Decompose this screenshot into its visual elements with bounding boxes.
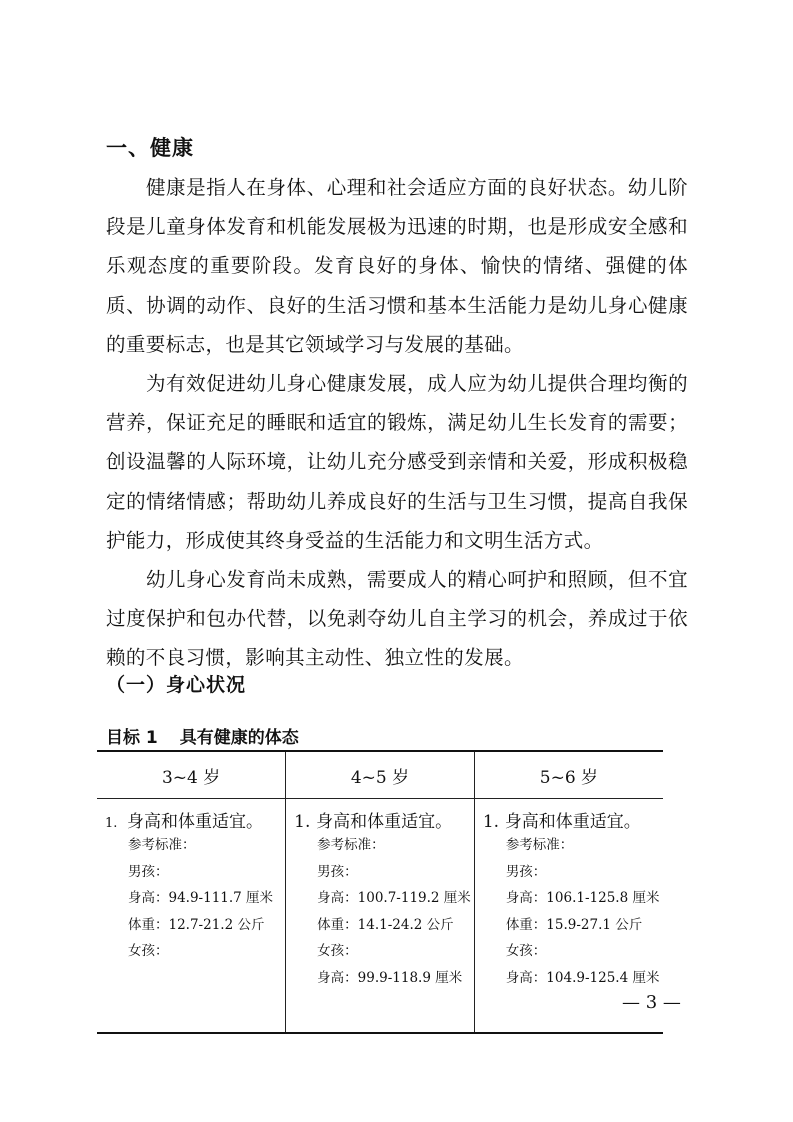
- table-header-row: [97, 751, 663, 799]
- item-number: 1.: [105, 816, 118, 831]
- age-header-4-5: 4~5 岁: [286, 751, 475, 799]
- detail-line: 女孩：: [505, 943, 547, 959]
- detail-line: 女孩：: [128, 943, 169, 959]
- section-title: 一、健康: [106, 136, 194, 160]
- goal-table: [97, 750, 663, 1034]
- paragraph: 为有效促进幼儿身心健康发展，成人应为幼儿提供合理均衡的营养，保证充足的睡眠和适宜的锻炼，满足幼儿生长发育的需要；创设温馨的人际环境，让幼儿充分感受到亲情和关爱，形成积极稳定的情绪情感；帮助幼儿养成良好的生活与卫生习惯，提高自我保护能力，形成使其终身受益的生活能力和文明生活方式。: [106, 372, 688, 552]
- detail-line: 体重：14.1-24.2 公斤: [317, 916, 454, 933]
- item-text: 身高和体重适宜。: [127, 812, 263, 832]
- item-text: 身高和体重适宜。: [504, 812, 641, 832]
- detail-line: 身高：99.9-118.9 厘米: [317, 969, 463, 986]
- item-text: 身高和体重适宜。: [316, 812, 453, 832]
- detail-line: 身高：100.7-119.2 厘米: [317, 890, 471, 906]
- table-cell-4-5: [286, 799, 475, 1034]
- detail-line: 身高：94.9-111.7 厘米: [128, 890, 274, 906]
- detail-line: 女孩：: [317, 943, 358, 959]
- goal-label: 目标 1: [106, 728, 158, 748]
- subsection-title: （一）身心状况: [106, 674, 247, 696]
- detail-line: 男孩：: [505, 863, 547, 880]
- item-number: 1.: [482, 812, 500, 832]
- detail-line: 男孩：: [317, 863, 358, 880]
- age-header-3-4: 3~4 岁: [97, 751, 286, 799]
- detail-line: 男孩：: [128, 863, 169, 880]
- goal-heading: [106, 723, 299, 748]
- detail-line: 身高：104.9-125.4 厘米: [505, 969, 660, 986]
- detail-line: 参考标准：: [505, 837, 574, 853]
- item-line: [97, 799, 285, 832]
- detail-line: 体重：12.7-21.2 公斤: [128, 916, 265, 933]
- body-text: [106, 168, 688, 678]
- detail-line: 体重：15.9-27.1 公斤: [505, 916, 643, 933]
- page-number: — 3 —: [622, 992, 681, 1013]
- table-cell-3-4: [97, 799, 286, 1034]
- item-line: [475, 799, 663, 832]
- paragraph: 幼儿身心发育尚未成熟，需要成人的精心呵护和照顾，但不宜过度保护和包办代替，以免剥夺幼儿自主学习的机会，养成过于依赖的不良习惯，影响其主动性、独立性的发展。: [106, 568, 688, 670]
- item-line: [286, 799, 474, 832]
- paragraph: 健康是指人在身体、心理和社会适应方面的良好状态。幼儿阶段是儿童身体发育和机能发展极为迅速的时期，也是形成安全感和乐观态度的重要阶段。发育良好的身体、愉快的情绪、强健的体质、协调的动作、良好的生活习惯和基本生活能力是幼儿身心健康的重要标志，也是其它领域学习与发展的基础。: [106, 176, 688, 356]
- detail-line: 身高：106.1-125.8 厘米: [505, 890, 660, 906]
- goal-title: 具有健康的体态: [179, 728, 299, 748]
- age-header-5-6: 5~6 岁: [474, 751, 663, 799]
- detail-line: 参考标准：: [317, 837, 385, 853]
- item-number: 1.: [294, 812, 311, 832]
- table-row: [97, 799, 663, 1034]
- detail-line: 参考标准：: [128, 837, 196, 853]
